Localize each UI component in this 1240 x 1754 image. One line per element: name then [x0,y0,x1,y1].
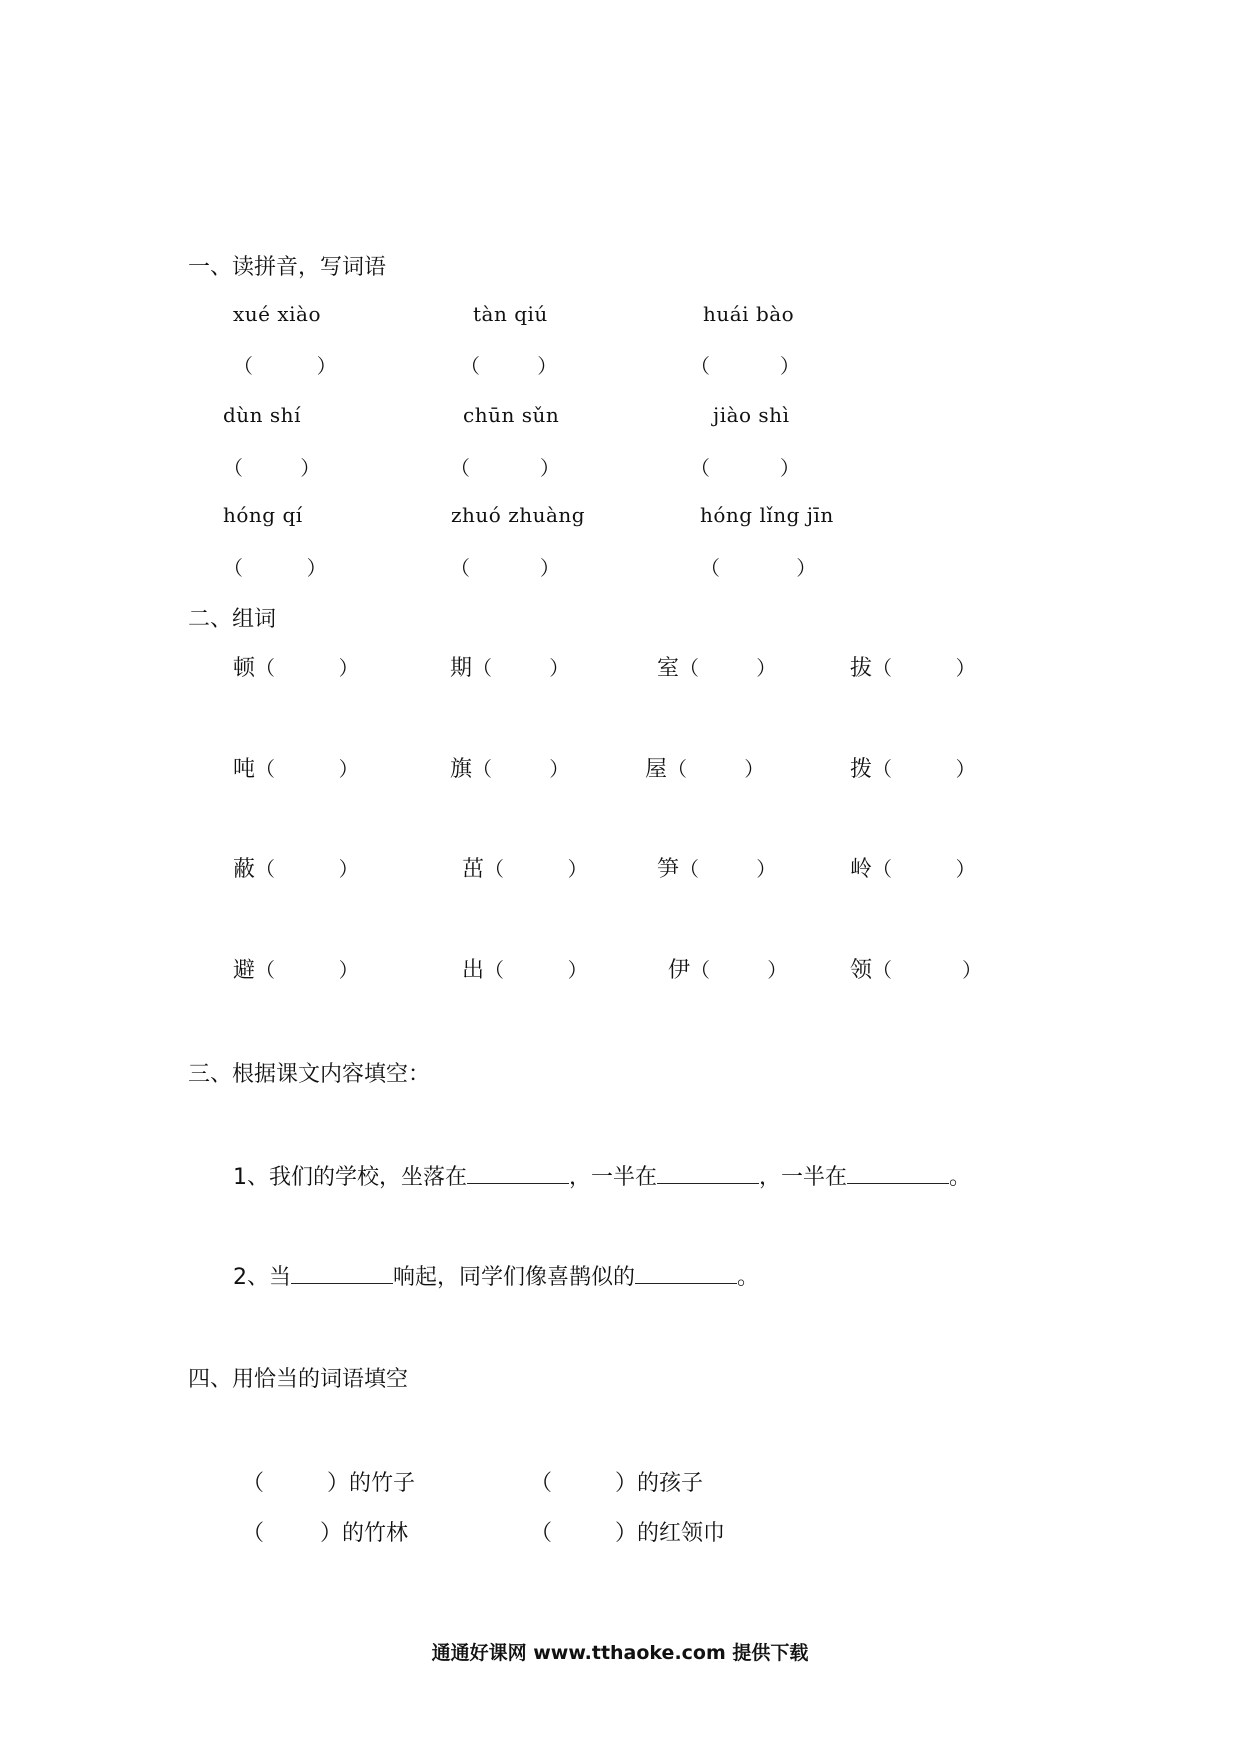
pinyin-4: dùn shí [223,403,301,427]
adjective-fill-item[interactable]: （ ）的竹林 [242,1521,408,1546]
word-char: 顿 [233,656,256,681]
answer-blank[interactable]: （ ） [223,456,321,480]
fill-blank[interactable] [635,1261,737,1284]
fill-blank[interactable] [291,1261,393,1284]
section-4-title: 四、用恰当的词语填空 [188,1367,409,1392]
adjective-fill-item[interactable]: （ ）的红领巾 [530,1521,725,1546]
fill-blank[interactable] [467,1161,569,1184]
adjective-fill-item[interactable]: （ ）的孩子 [530,1471,703,1496]
word-char: 屋 [645,757,668,782]
fill-blank[interactable] [657,1161,759,1184]
answer-blank[interactable]: （ ） [450,556,560,580]
word-group-item[interactable]: 拔（ ） [850,651,976,682]
word-group-item[interactable]: 期（ ） [450,651,569,682]
footer-watermark: 通通好课网 www.tthaoke.com 提供下载 [431,1642,809,1664]
fill-blank[interactable] [847,1161,949,1184]
question-text: 。 [737,1265,760,1290]
word-char: 领 [850,958,873,983]
word-group-item[interactable]: 吨（ ） [233,752,359,783]
word-char: 蔽 [233,857,256,882]
word-group-item[interactable]: 避（ ） [233,953,359,984]
word-char: 旗 [450,757,473,782]
answer-blank[interactable]: （ ） [690,354,800,378]
question-text: ，一半在 [569,1165,658,1190]
answer-blank[interactable]: （ ） [233,354,337,378]
phrase-text: 的红领巾 [636,1521,725,1546]
fill-question-2 [233,1260,759,1291]
word-char: 拔 [850,656,873,681]
section-1-title: 一、读拼音，写词语 [188,255,387,280]
word-group-item[interactable]: 出（ ） [462,953,588,984]
word-char: 伊 [668,958,691,983]
word-group-item[interactable]: 岭（ ） [850,852,976,883]
question-text: 响起，同学们像喜鹊似的 [393,1265,636,1290]
word-char: 岭 [850,857,873,882]
word-group-item[interactable]: 室（ ） [657,651,776,682]
pinyin-7: hóng qí [223,503,303,527]
pinyin-6: jiào shì [713,403,790,427]
question-text: ，一半在 [759,1165,848,1190]
pinyin-2: tàn qiú [473,302,548,326]
pinyin-5: chūn sǔn [463,403,560,427]
question-text: 1、我们的学校，坐落在 [233,1165,467,1190]
word-char: 避 [233,958,256,983]
word-group-item[interactable]: 旗（ ） [450,752,569,783]
word-group-item[interactable]: 茁（ ） [462,852,588,883]
pinyin-8: zhuó zhuàng [451,503,586,527]
word-group-item[interactable]: 拨（ ） [850,752,976,783]
section-2-title: 二、组词 [188,607,277,632]
word-char: 室 [657,656,680,681]
question-text: 。 [949,1165,972,1190]
word-group-item[interactable]: 伊（ ） [668,953,787,984]
word-char: 期 [450,656,473,681]
phrase-text: 的竹子 [348,1471,415,1496]
pinyin-3: huái bào [703,302,795,326]
answer-blank[interactable]: （ ） [700,556,817,580]
word-group-item[interactable]: 领（ ） [850,953,982,984]
word-char: 笋 [657,857,680,882]
word-char: 拨 [850,757,873,782]
phrase-text: 的孩子 [636,1471,703,1496]
word-char: 茁 [462,857,485,882]
answer-blank[interactable]: （ ） [450,456,560,480]
fill-question-1 [233,1160,971,1191]
answer-blank[interactable]: （ ） [690,456,800,480]
word-char: 吨 [233,757,256,782]
pinyin-9: hóng lǐng jīn [700,503,834,527]
word-group-item[interactable]: 笋（ ） [657,852,776,883]
word-group-item[interactable]: 屋（ ） [645,752,764,783]
phrase-text: 的竹林 [341,1521,408,1546]
question-text: 2、当 [233,1265,291,1290]
word-char: 出 [462,958,485,983]
word-group-item[interactable]: 顿（ ） [233,651,359,682]
adjective-fill-item[interactable]: （ ）的竹子 [242,1471,415,1496]
answer-blank[interactable]: （ ） [460,354,558,378]
answer-blank[interactable]: （ ） [223,556,327,580]
pinyin-1: xué xiào [233,302,321,326]
section-3-title: 三、根据课文内容填空： [188,1062,431,1087]
word-group-item[interactable]: 蔽（ ） [233,852,359,883]
